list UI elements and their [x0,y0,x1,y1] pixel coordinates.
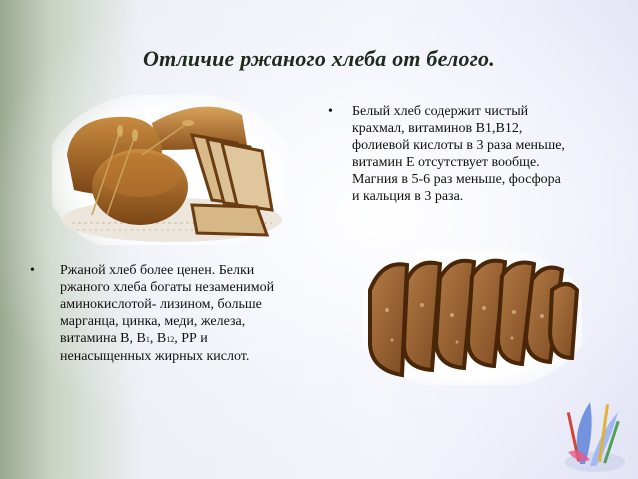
brush-feather-icon [560,392,630,474]
text-line: и кальция в 3 раза. [352,189,464,204]
text-line: крахмал, витаминов В1,В12, [352,121,523,136]
bread-loaves-image [52,95,287,245]
text-line: аминокислотой- лизином, больше [60,297,262,312]
text-line: витамин Е отсутствует вообще. [352,155,540,170]
text-line: ненасыщенных жирных кислот. [60,349,250,364]
text-line: Ржаной хлеб более ценен. Белки [60,263,255,278]
vitamin-suffix: , РР и [174,331,208,346]
text-line: Магния в 5-6 раз меньше, фосфора [352,172,561,187]
bullet-dot: • [30,263,35,278]
text-line-vitamins [60,330,315,348]
bread-slices-image [362,250,582,385]
subscript-12: 12 [166,335,175,344]
bullet-white-bread [328,103,608,213]
text-line: ржаного хлеба богаты незаменимой [60,280,275,295]
bullet-text [352,103,608,205]
slide-title: Отличие ржаного хлеба от белого. [143,46,495,71]
text-line: Белый хлеб содержит чистый [352,104,529,119]
text-line: фолиевой кислоты в 3 раза меньше, [352,138,565,153]
bullet-text [60,262,315,365]
bullet-dot: • [328,104,333,119]
vitamin-prefix: витамина В, В [60,331,146,346]
bullet-rye-bread [30,262,315,382]
vitamin-mid: , В [149,331,167,346]
text-line: марганца, цинка, меди, железа, [60,314,246,329]
subscript-1: 1 [145,335,150,344]
